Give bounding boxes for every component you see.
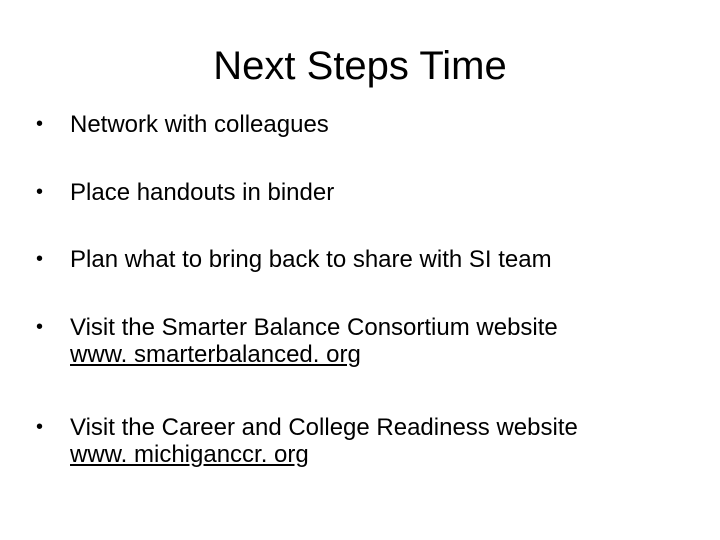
michigan-ccr-link[interactable]: www. michiganccr. org [70, 441, 309, 468]
bullet-text: Plan what to bring back to share with SI team [70, 246, 552, 273]
bullet-text: Visit the Smarter Balance Consortium website [70, 314, 558, 341]
bullet-text: Place handouts in binder [70, 179, 335, 206]
bullet-item-handouts [36, 179, 696, 206]
bullet-item-smarter-balanced [36, 314, 696, 368]
bullet-item-career-readiness [36, 414, 696, 468]
bullet-icon: • [36, 248, 44, 270]
bullet-item-plan [36, 246, 696, 273]
bullet-item-network [36, 111, 696, 138]
bullet-icon: • [36, 416, 44, 438]
bullet-text: Network with colleagues [70, 111, 329, 138]
bullet-icon: • [36, 113, 44, 135]
bullet-text: Visit the Career and College Readiness website [70, 414, 578, 441]
slide-title: Next Steps Time [213, 44, 507, 88]
bullet-icon: • [36, 181, 44, 203]
bullet-icon: • [36, 316, 44, 338]
smarter-balanced-link[interactable]: www. smarterbalanced. org [70, 341, 361, 368]
